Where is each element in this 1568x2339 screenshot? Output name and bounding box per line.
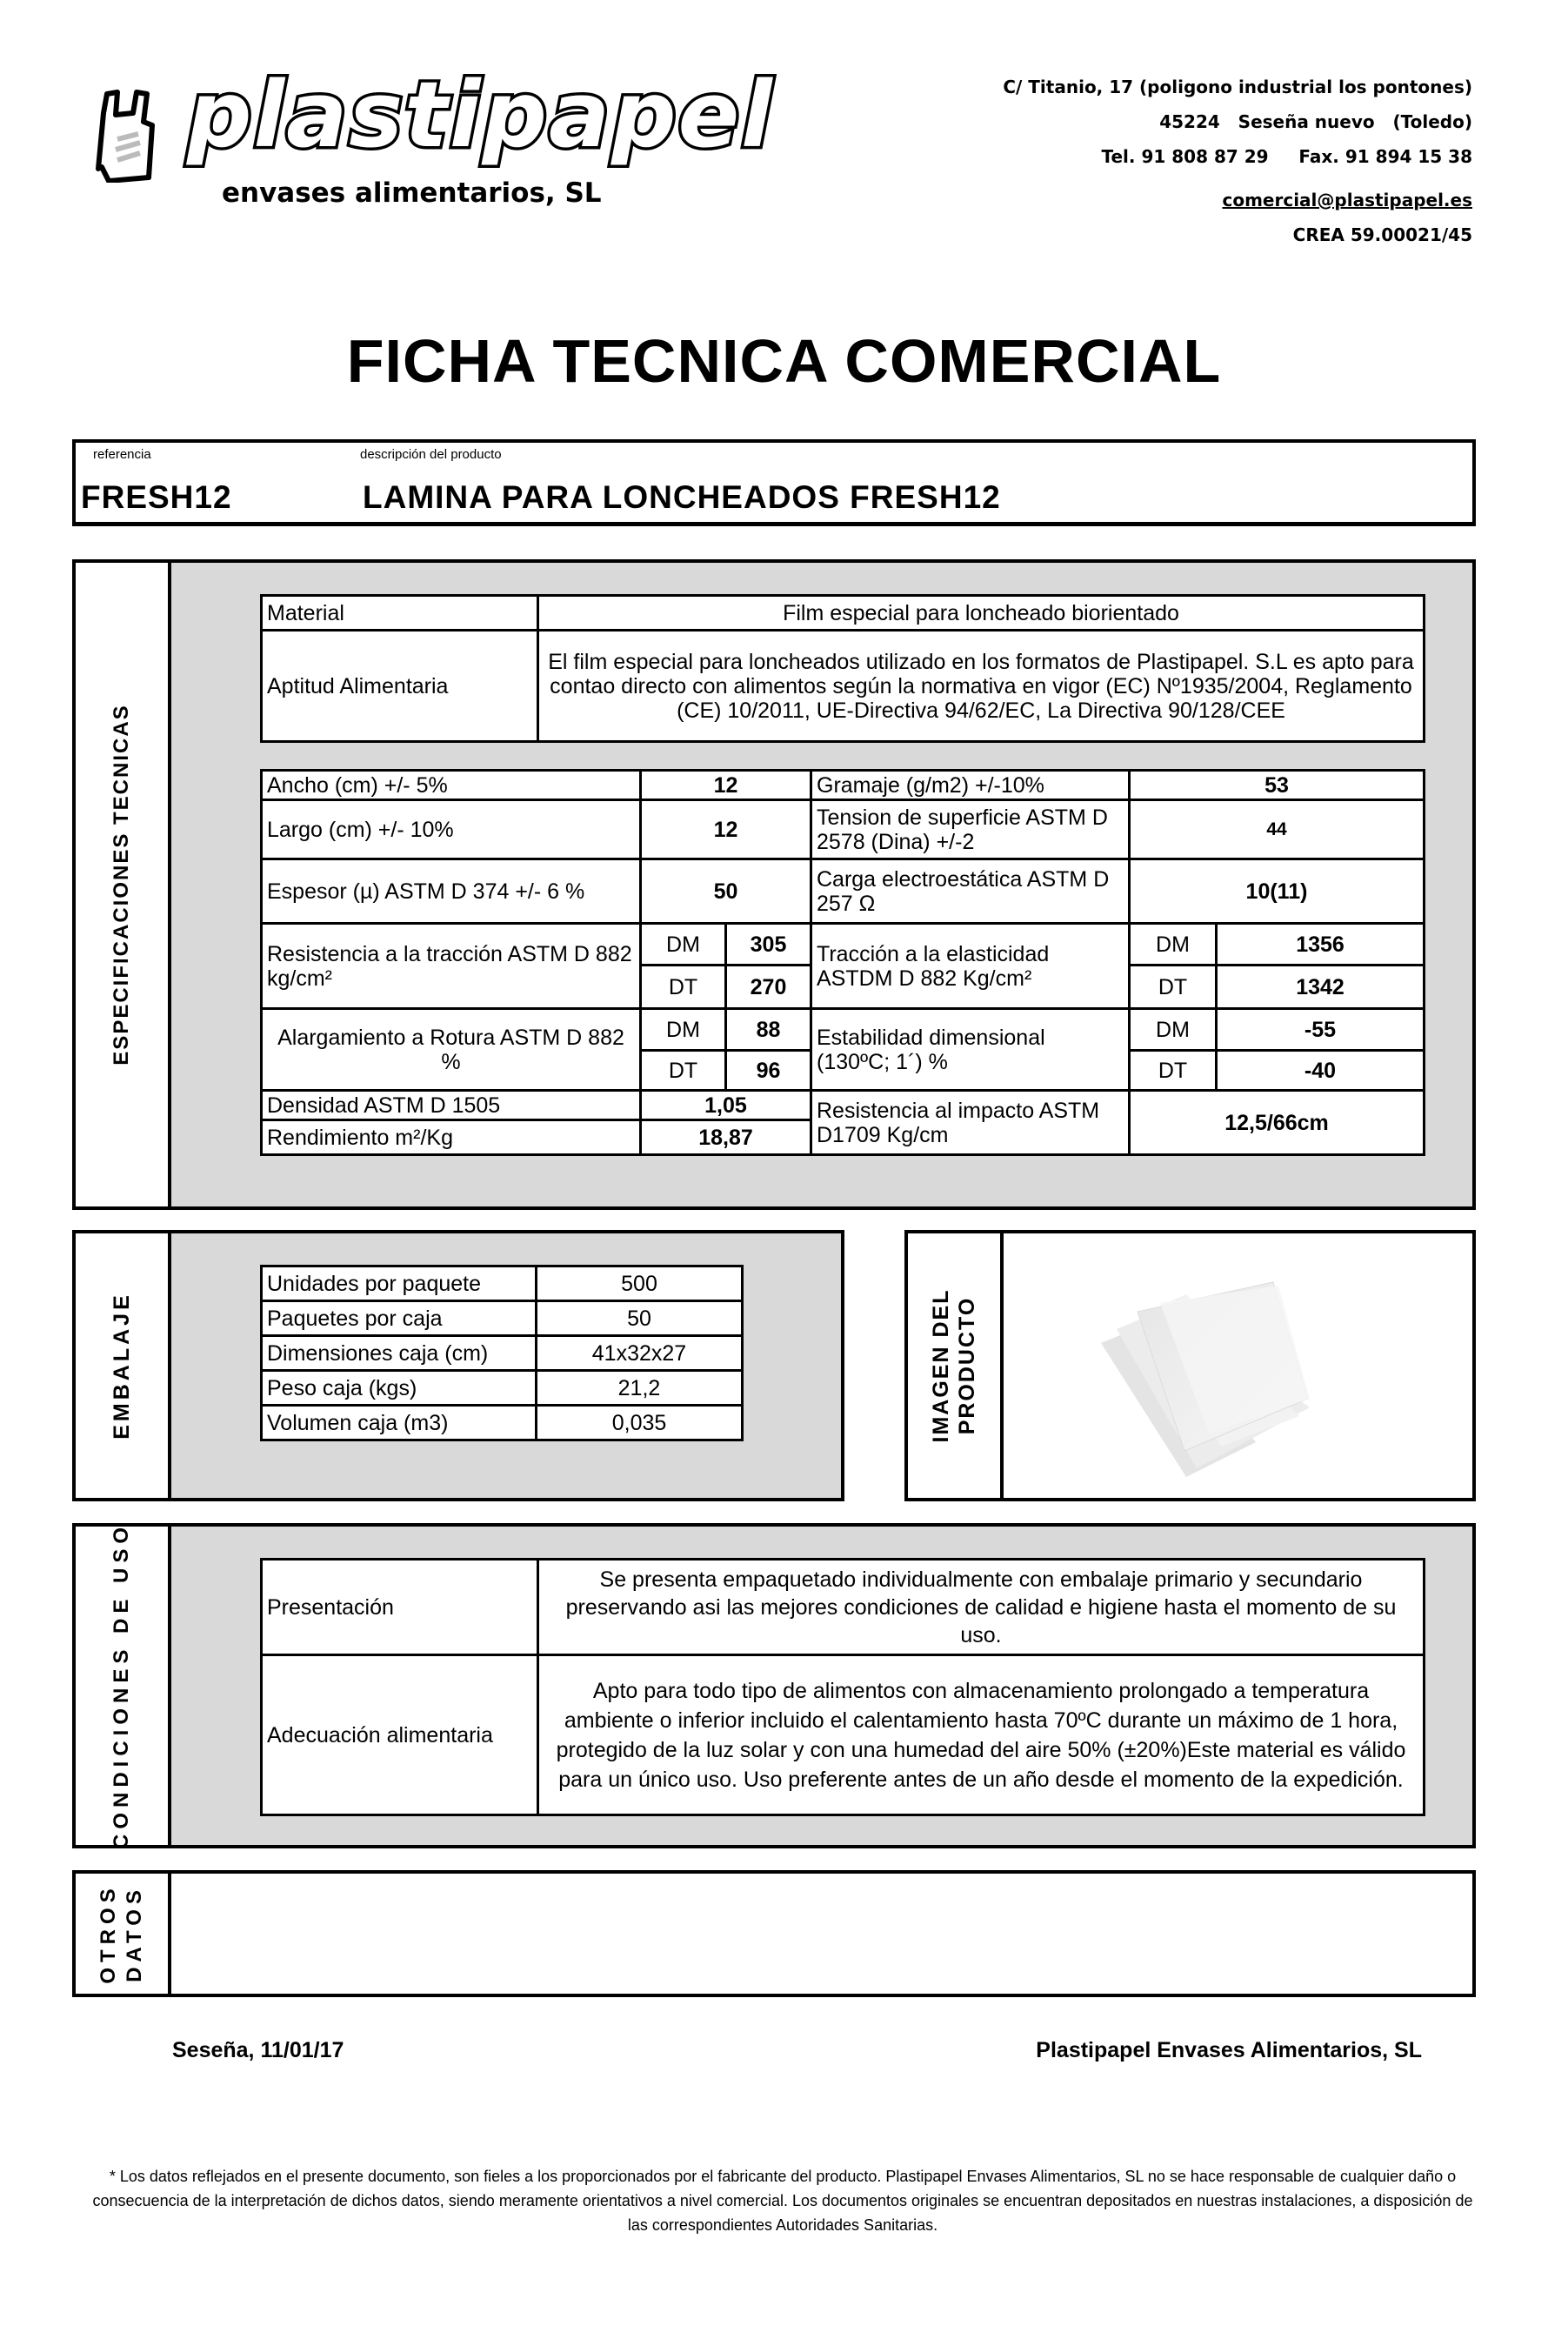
- resistencia-dm-value: 305: [726, 924, 811, 966]
- reference-value: FRESH12: [81, 479, 232, 515]
- packaging-row: [262, 1371, 743, 1406]
- packaging-row-label: Unidades por paquete: [262, 1266, 537, 1301]
- presentacion-label: Presentación: [262, 1560, 538, 1655]
- other-data-section-label: [96, 1883, 148, 1983]
- tension-label: Tension de superficie ASTM D 2578 (Dina) +/-2: [811, 800, 1130, 859]
- table-row: [262, 1009, 1425, 1051]
- tension-value: 44: [1130, 800, 1425, 859]
- traccion-label: Tracción a la elasticidad ASTDM D 882 Kg/cm²: [811, 924, 1130, 1009]
- document-title: FICHA TECNICA COMERCIAL: [346, 327, 1222, 395]
- other-data-side-panel: [76, 1874, 171, 1994]
- gramaje-label: Gramaje (g/m2) +/-10%: [811, 771, 1130, 800]
- estabilidad-dm-label: DM: [1130, 1009, 1217, 1051]
- other-data-label-line1: OTROS: [97, 1883, 120, 1984]
- product-image-section: [904, 1230, 1476, 1501]
- description-label: descripción del producto: [360, 447, 502, 462]
- phone-fax: Tel. 91 808 87 29 Fax. 91 894 15 38: [1101, 146, 1472, 167]
- email-link[interactable]: comercial@plastipapel.es: [1222, 190, 1472, 211]
- packaging-row-value: 0,035: [537, 1406, 743, 1440]
- product-image-section-label: [928, 1289, 980, 1443]
- table-row: [262, 771, 1425, 800]
- usage-table: [260, 1558, 1425, 1816]
- aptitud-value: El film especial para loncheados utilizado en los formatos de Plastipapel. S.L es apto para contao directo con alimentos según la normativa en vigor (EC) Nº1935/2004, Reglamento (CE) 10/2011, UE-Directiva 94/62/EC, La Directiva 90/128/CEE: [538, 631, 1425, 742]
- traccion-dm-value: 1356: [1217, 924, 1425, 966]
- impacto-label: Resistencia al impacto ASTM D1709 Kg/cm: [811, 1091, 1130, 1155]
- packaging-row-value: 21,2: [537, 1371, 743, 1406]
- material-value: Film especial para loncheado biorientado: [538, 596, 1425, 631]
- estabilidad-dt-label: DT: [1130, 1051, 1217, 1091]
- packaging-section-label: EMBALAJE: [110, 1292, 134, 1440]
- adecuacion-label: Adecuación alimentaria: [262, 1655, 538, 1815]
- impacto-value: 12,5/66cm: [1130, 1091, 1425, 1155]
- specs-section-label: ESPECIFICACIONES TECNICAS: [110, 704, 133, 1066]
- shopping-bag-icon: [91, 87, 178, 183]
- ancho-label: Ancho (cm) +/- 5%: [262, 771, 641, 800]
- largo-value: 12: [641, 800, 811, 859]
- usage-section-label: CONDICIONES DE USO: [110, 1521, 133, 1850]
- company-address: [1003, 70, 1472, 252]
- traccion-dm-label: DM: [1130, 924, 1217, 966]
- other-data-label-line2: DATOS: [123, 1885, 146, 1982]
- packaging-row-label: Peso caja (kgs): [262, 1371, 537, 1406]
- carga-value: 10(11): [1130, 859, 1425, 924]
- gramaje-value: 53: [1130, 771, 1425, 800]
- resistencia-dt-value: 270: [726, 966, 811, 1009]
- packaging-row-value: 50: [537, 1301, 743, 1336]
- logo-subtitle: envases alimentarios, SL: [222, 177, 602, 209]
- espesor-value: 50: [641, 859, 811, 924]
- material-label: Material: [262, 596, 538, 631]
- alargamiento-label: Alargamiento a Rotura ASTM D 882 %: [262, 1009, 641, 1091]
- adecuacion-value: Apto para todo tipo de alimentos con almacenamiento prolongado a temperatura ambiente o inferior incluido el calentamiento hasta 70ºC durante un máximo de 1 hora, protegido de la luz solar y con una humedad del aire 50% (±20%)Este material es válido para un único uso. Uso preferente antes de un año desde el momento de la expedición.: [538, 1655, 1425, 1815]
- traccion-dt-value: 1342: [1217, 966, 1425, 1009]
- espesor-label: Espesor (µ) ASTM D 374 +/- 6 %: [262, 859, 641, 924]
- product-image-side-panel: [908, 1233, 1004, 1498]
- estabilidad-label: Estabilidad dimensional (130ºC; 1´) %: [811, 1009, 1130, 1091]
- presentacion-value: Se presenta empaquetado individualmente con embalaje primario y secundario preservando asi las mejores condiciones de calidad e higiene hasta el momento de su uso.: [538, 1560, 1425, 1655]
- largo-label: Largo (cm) +/- 10%: [262, 800, 641, 859]
- estabilidad-dm-value: -55: [1217, 1009, 1425, 1051]
- packaging-table: [260, 1265, 744, 1441]
- table-row: [262, 1091, 1425, 1120]
- resistencia-dt-label: DT: [641, 966, 726, 1009]
- film-sheets-image: [1082, 1260, 1343, 1477]
- material-table: [260, 594, 1425, 743]
- aptitud-row: [262, 631, 1425, 742]
- footer-company-name: Plastipapel Envases Alimentarios, SL: [1036, 2038, 1422, 2062]
- rendimiento-label: Rendimiento m²/Kg: [262, 1120, 641, 1155]
- logo-wordmark: plastipapel: [187, 62, 774, 168]
- specs-side-panel: [76, 563, 171, 1206]
- packaging-row: [262, 1336, 743, 1371]
- other-data-section: [72, 1870, 1476, 1997]
- packaging-row-value: 41x32x27: [537, 1336, 743, 1371]
- company-logo: [91, 62, 774, 217]
- rendimiento-value: 18,87: [641, 1120, 811, 1155]
- ancho-value: 12: [641, 771, 811, 800]
- table-row: [262, 859, 1425, 924]
- packaging-side-panel: [76, 1233, 171, 1498]
- densidad-value: 1,05: [641, 1091, 811, 1120]
- packaging-row-label: Dimensiones caja (cm): [262, 1336, 537, 1371]
- disclaimer: * Los datos reflejados en el presente documento, son fieles a los proporcionados por el fabricante del producto. Plastipapel Envases Alimentarios, SL no se hace responsable de cualquier daño o consecuencia de la interpretación de dichos datos, siendo meramente orientativos a nivel comercial. Los documentos originales se encuentran depositados en nuestras instalaciones, a disposición de las correspondientes Autoridades Sanitarias.: [92, 2168, 1473, 2234]
- packaging-row-value: 500: [537, 1266, 743, 1301]
- place-date: Seseña, 11/01/17: [172, 2038, 344, 2062]
- table-row: [262, 800, 1425, 859]
- packaging-row: [262, 1406, 743, 1440]
- traccion-dt-label: DT: [1130, 966, 1217, 1009]
- packaging-section: [72, 1230, 844, 1501]
- product-image-label-line1: IMAGEN DEL: [929, 1288, 953, 1443]
- presentacion-row: [262, 1560, 1425, 1655]
- densidad-label: Densidad ASTM D 1505: [262, 1091, 641, 1120]
- adecuacion-row: [262, 1655, 1425, 1815]
- resistencia-dm-label: DM: [641, 924, 726, 966]
- alargamiento-dt-value: 96: [726, 1051, 811, 1091]
- aptitud-label: Aptitud Alimentaria: [262, 631, 538, 742]
- reference-box: [72, 439, 1476, 526]
- packaging-row-label: Paquetes por caja: [262, 1301, 537, 1336]
- usage-side-panel: [76, 1521, 171, 1850]
- reference-label: referencia: [93, 447, 151, 462]
- resistencia-label: Resistencia a la tracción ASTM D 882 kg/cm²: [262, 924, 641, 1009]
- packaging-row-label: Volumen caja (m3): [262, 1406, 537, 1440]
- address-line-2: 45224 Seseña nuevo (Toledo): [1159, 111, 1472, 132]
- material-row: [262, 596, 1425, 631]
- properties-table: [260, 769, 1425, 1156]
- usage-section: [72, 1523, 1476, 1848]
- description-value: LAMINA PARA LONCHEADOS FRESH12: [363, 479, 1001, 515]
- packaging-row: [262, 1266, 743, 1301]
- product-image-label-line2: PRODUCTO: [955, 1296, 979, 1435]
- address-line-1: C/ Titanio, 17 (poligono industrial los pontones): [1003, 77, 1472, 97]
- table-row: [262, 924, 1425, 966]
- alargamiento-dm-value: 88: [726, 1009, 811, 1051]
- estabilidad-dt-value: -40: [1217, 1051, 1425, 1091]
- other-data-content: [180, 1882, 1464, 1985]
- alargamiento-dt-label: DT: [641, 1051, 726, 1091]
- specs-section: [72, 559, 1476, 1210]
- packaging-row: [262, 1301, 743, 1336]
- carga-label: Carga electroestática ASTM D 257 Ω: [811, 859, 1130, 924]
- registry-number: CREA 59.00021/45: [1292, 224, 1472, 245]
- alargamiento-dm-label: DM: [641, 1009, 726, 1051]
